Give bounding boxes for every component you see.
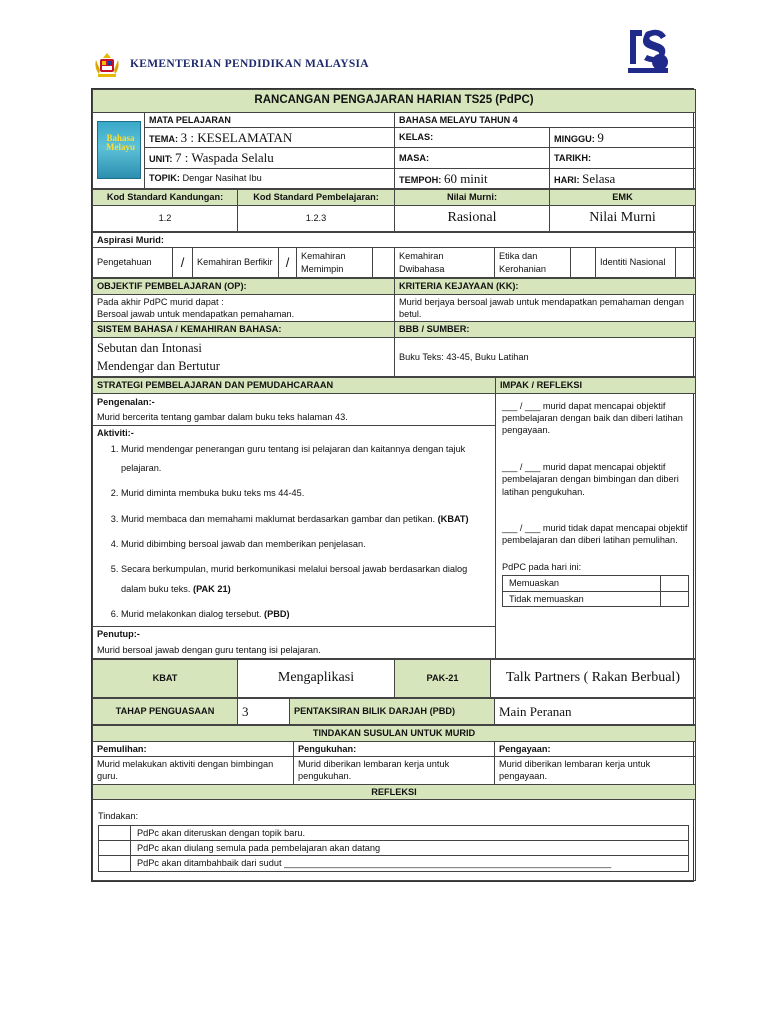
impak-content: [496, 393, 696, 659]
doc-title: RANCANGAN PENGAJARAN HARIAN TS25 (PdPC): [93, 90, 696, 113]
strategi-label: STRATEGI PEMBELAJARAN DAN PEMUDAHCARAAN: [93, 378, 496, 393]
minggu-value: 9: [597, 129, 604, 145]
aspirasi-box-6: [676, 248, 696, 278]
kbat-value: Mengaplikasi: [238, 660, 395, 698]
pemulihan-value: Murid melakukan aktiviti dengan bimbingan guru.: [93, 756, 294, 784]
opt-tidak-memuaskan: Tidak memuaskan: [503, 591, 661, 606]
topik-value: Dengar Nasihat Ibu: [182, 173, 262, 184]
impak-p3: ___ / ___ murid tidak dapat mencapai objektif pembelajaran dan diberi latihan pemulihan.: [502, 523, 688, 546]
lesson-plan-table: [91, 88, 694, 882]
penutup-text: Murid bersoal jawab dengan guru tentang isi pelajaran.: [97, 644, 321, 655]
kelas-cell: KELAS:: [395, 127, 550, 148]
opt-tidak-memuaskan-checkbox[interactable]: [661, 591, 689, 606]
pbd-label: PENTAKSIRAN BILIK DARJAH (PBD): [290, 699, 495, 725]
aktiviti-item: 2. Murid diminta membuka buku teks ms 44-45.: [121, 484, 491, 503]
tindakan-options: [98, 825, 689, 872]
std-kandungan-header: Kod Standard Kandungan:: [93, 190, 238, 205]
tema-cell: TEMA: 3 : KESELAMATAN: [145, 127, 395, 148]
cover-title: Bahasa Melayu: [106, 133, 135, 153]
pak-value: Talk Partners ( Rakan Berbual): [491, 660, 696, 698]
pbd-value: Main Peranan: [495, 699, 696, 725]
aspirasi-box-3: [373, 248, 395, 278]
aktiviti-label: Aktiviti:-: [93, 425, 495, 439]
tarikh-cell: TARIKH:: [550, 148, 696, 169]
impak-p2: ___ / ___ murid dapat mencapai objektif pembelajaran dengan bimbingan dan diberi latihan pengukuhan.: [502, 461, 679, 497]
nilai-murni-value: Rasional: [395, 205, 550, 231]
ts25-logo-icon: [620, 22, 676, 78]
aktiviti-item: 6. Murid melakonkan dialog tersebut. (PBD): [121, 605, 491, 624]
penutup-label: Penutup:-: [93, 626, 495, 640]
tindakan-option-1: PdPc akan diteruskan dengan topik baru.: [131, 825, 689, 840]
tema-value: 3 : KESELAMATAN: [180, 129, 293, 145]
book-cover-cell: [93, 112, 145, 189]
op-content: Pada akhir PdPC murid dapat : Bersoal jawab untuk mendapatkan pemahaman.: [93, 294, 395, 322]
aktiviti-item: 4. Murid dibimbing bersoal jawab dan memberikan penjelasan.: [121, 535, 491, 554]
tindakan-label: Tindakan:: [98, 811, 139, 822]
refleksi-label: REFLEKSI: [93, 784, 696, 799]
emk-header: EMK: [550, 190, 696, 205]
pengukuhan-value: Murid diberikan lembaran kerja untuk pengukuhan.: [294, 756, 495, 784]
hari-cell: HARI: Selasa: [550, 168, 696, 189]
pengayaan-header: Pengayaan:: [495, 741, 696, 756]
tindakan-option-2: PdPc akan diulang semula pada pembelajaran akan datang: [131, 841, 689, 856]
nilai-murni-header: Nilai Murni:: [395, 190, 550, 205]
aspirasi-etika: Etika dan Kerohanian: [495, 248, 571, 278]
bbb-label: BBB / SUMBER:: [395, 322, 696, 337]
emk-value: Nilai Murni: [550, 205, 696, 231]
opt-memuaskan-checkbox[interactable]: [661, 576, 689, 591]
tahap-label: TAHAP PENGUASAAN: [93, 699, 238, 725]
kk-label: KRITERIA KEJAYAAN (KK):: [395, 279, 696, 294]
pemulihan-header: Pemulihan:: [93, 741, 294, 756]
aspirasi-kemahiran-memimpin: Kemahiran Memimpin: [297, 248, 373, 278]
ministry-title: KEMENTERIAN PENDIDIKAN MALAYSIA: [130, 58, 369, 70]
aspirasi-label: Aspirasi Murid:: [93, 232, 696, 247]
std-pembelajaran-value: 1.2.3: [238, 205, 395, 231]
tahap-value: 3: [238, 699, 290, 725]
tindakan-checkbox-2[interactable]: [99, 841, 131, 856]
aspirasi-box-5: [571, 248, 596, 278]
tindakan-checkbox-3[interactable]: [99, 856, 131, 871]
aspirasi-identiti: Identiti Nasional: [596, 248, 676, 278]
pdpc-label: PdPC pada hari ini:: [502, 561, 582, 572]
masa-cell: MASA:: [395, 148, 550, 169]
aktiviti-item: 5. Secara berkumpulan, murid berkomunikasi melalui bersoal jawab berdasarkan dialog dalam buku teks. (PAK 21): [121, 560, 491, 599]
kk-content: Murid berjaya bersoal jawab untuk mendapatkan pemahaman dengan betul.: [395, 294, 696, 322]
aktiviti-list: [97, 440, 491, 625]
subject-label: MATA PELAJARAN: [145, 112, 395, 127]
strategi-content: [93, 393, 496, 659]
pengenalan-text: Murid bercerita tentang gambar dalam buku teks halaman 43.: [97, 411, 348, 422]
bbb-content: Buku Teks: 43-45, Buku Latihan: [395, 337, 696, 376]
minggu-cell: MINGGU: 9: [550, 127, 696, 148]
unit-cell: UNIT: 7 : Waspada Selalu: [145, 148, 395, 169]
kbat-label: KBAT: [93, 660, 238, 698]
pak-label: PAK-21: [395, 660, 491, 698]
aspirasi-kemahiran-dwibahasa: Kemahiran Dwibahasa: [395, 248, 495, 278]
pengayaan-value: Murid diberikan lembaran kerja untuk pengayaan.: [495, 756, 696, 784]
tindakan-checkbox-1[interactable]: [99, 825, 131, 840]
malaysia-crest-icon: [92, 50, 122, 80]
pengukuhan-header: Pengukuhan:: [294, 741, 495, 756]
aspirasi-mark-1: /: [173, 248, 193, 278]
aktiviti-item: 1. Murid mendengar penerangan guru tentang isi pelajaran dan kaitannya dengan tajuk pelajaran.: [121, 440, 491, 479]
unit-value: 7 : Waspada Selalu: [175, 150, 274, 166]
impak-p1: ___ / ___ murid dapat mencapai objektif pembelajaran dengan baik dan diberi latihan pengayaan.: [502, 400, 683, 436]
aktiviti-item: 3. Murid membaca dan memahami maklumat berdasarkan gambar dan petikan. (KBAT): [121, 510, 491, 529]
std-pembelajaran-header: Kod Standard Pembelajaran:: [238, 190, 395, 205]
tindakan-susulan-label: TINDAKAN SUSULAN UNTUK MURID: [93, 726, 696, 741]
sb-label: SISTEM BAHASA / KEMAHIRAN BAHASA:: [93, 322, 395, 337]
pengenalan-label: Pengenalan:-: [97, 396, 155, 407]
pdpc-options: [502, 575, 689, 607]
topik-cell: TOPIK: Dengar Nasihat Ibu: [145, 168, 395, 189]
tindakan-option-3: PdPc akan ditambahbaik dari sudut ________________________________________________________________: [131, 856, 689, 871]
aspirasi-kemahiran-berfikir: Kemahiran Berfikir: [193, 248, 279, 278]
opt-memuaskan: Memuaskan: [503, 576, 661, 591]
tempoh-value: 60 minit: [443, 170, 488, 186]
op-label: OBJEKTIF PEMBELAJARAN (OP):: [93, 279, 395, 294]
refleksi-content: [93, 800, 696, 881]
tempoh-cell: TEMPOH: 60 minit: [395, 168, 550, 189]
hari-value: Selasa: [582, 170, 616, 186]
subject-value: BAHASA MELAYU TAHUN 4: [395, 112, 696, 127]
sb-content: Sebutan dan Intonasi Mendengar dan Bertutur: [93, 337, 395, 376]
textbook-cover-icon: [97, 121, 141, 179]
aspirasi-pengetahuan: Pengetahuan: [93, 248, 173, 278]
aspirasi-mark-2: /: [279, 248, 297, 278]
impak-label: IMPAK / REFLEKSI: [496, 378, 696, 393]
std-kandungan-value: 1.2: [93, 205, 238, 231]
